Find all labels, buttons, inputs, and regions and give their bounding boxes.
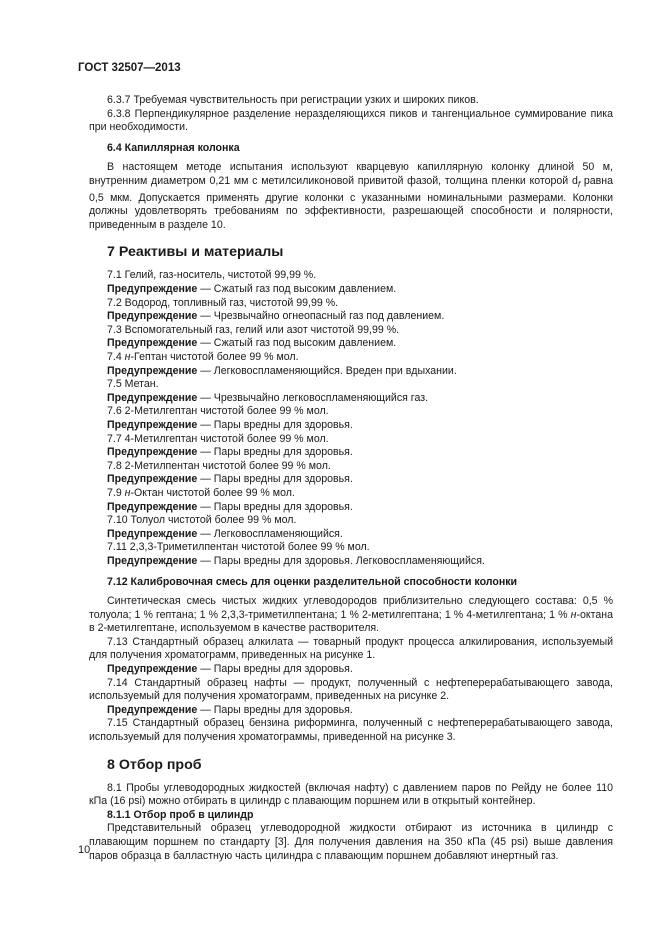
section-6-4-text-b: равна 0,5 мкм. Допускается применять другие колонки с указанными номинальными размерами. Колонки должны удовлетворять требованиям по эффективности, разрешающей способности и полярности, приведенным в разделе 10. (89, 174, 613, 231)
warning-label: Предупреждение (107, 337, 198, 350)
document-body (89, 94, 613, 863)
reagent-warning (89, 501, 613, 515)
reagent-warning (89, 419, 613, 433)
warning-label: Предупреждение (107, 418, 198, 431)
warning-text: — Пары вредны для здоровья. (197, 473, 353, 486)
warning-label: Предупреждение (107, 446, 198, 459)
reagent-warning (89, 365, 613, 379)
film-thickness-subscript: f (577, 180, 581, 190)
warning-7-13 (89, 663, 613, 677)
section-8-1-1-title: 8.1.1 Отбор проб в цилиндр (107, 808, 254, 821)
reagent-text: 7.3 Вспомогательный газ, гелий или азот чистотой 99,99 %. (107, 323, 400, 336)
reagent-text: 7.8 2-Метилпентан чистотой более 99 % мол. (107, 459, 331, 472)
reagent-item (89, 297, 613, 311)
reagent-item (89, 405, 613, 419)
reagent-text: 7.9 (107, 486, 125, 499)
warning-text: — Чрезвычайно огнеопасный газ под давлением. (197, 310, 445, 323)
reagent-warning (89, 283, 613, 297)
warning-label: Предупреждение (107, 527, 198, 540)
section-6-4-text-a: В настоящем методе испытания используют кварцевую капиллярную колонку длиной 50 м, внутренним диаметром 0,21 мм с метилсиликоновой привитой фазой, толщина пленки которой d (89, 161, 613, 187)
mix-italic: н (570, 608, 577, 621)
reagent-item (89, 514, 613, 528)
calibration-mix-text (89, 595, 613, 636)
warning-text: — Легковоспламеняющийся. (197, 527, 343, 540)
reagent-item (89, 460, 613, 474)
warning-label: Предупреждение (107, 391, 198, 404)
reagent-warning (89, 310, 613, 324)
reagent-item (89, 324, 613, 338)
mix-text-b: -октана в 2-метилгептане, используемом в качестве растворителя. (89, 608, 613, 635)
reagent-warning (89, 528, 613, 542)
warning-text: — Пары вредны для здоровья. (197, 446, 353, 459)
clause-7-14: 7.14 Стандартный образец нафты — продукт, полученный с нефтеперерабатывающего завода, используемый для получения хроматограмм, приведенных на рисунке 2. (89, 676, 613, 703)
warning-label: Предупреждение (107, 703, 198, 716)
reagent-item (89, 269, 613, 283)
reagent-italic: н (124, 351, 131, 364)
warning-label: Предупреждение (107, 663, 198, 676)
section-6-4-title: 6.4 Капиллярная колонка (107, 141, 240, 154)
warning-text: — Сжатый газ под высоким давлением. (197, 283, 397, 296)
clause-6-3-8: 6.3.8 Перпендикулярное разделение неразделяющихся пиков и тангенциальное суммирование пика при необходимости. (89, 107, 613, 134)
warning-7-14 (89, 704, 613, 718)
section-7-title: 7 Реактивы и материалы (107, 244, 284, 261)
reagent-item (89, 351, 613, 365)
warning-text: — Пары вредны для здоровья. (197, 500, 353, 513)
reagent-text: 7.5 Метан. (107, 378, 159, 391)
mix-text-a: Синтетическая смесь чистых жидких углеводородов приблизительно следующего состава: 0,5 % толуола; 1 % гептана; 1 % 2,3,3-триметилпентана; 1 % 2-метилгептана; 1 % 4-метилгептана; 1 % (89, 595, 613, 621)
reagent-text-cont: -Гептан чистотой более 99 % мол. (130, 351, 299, 364)
reagent-item (89, 541, 613, 555)
warning-text: — Пары вредны для здоровья. (197, 418, 353, 431)
reagent-warning (89, 446, 613, 460)
reagent-item (89, 433, 613, 447)
reagent-text: 7.10 Толуол чистотой более 99 % мол. (107, 514, 297, 527)
warning-text: — Сжатый газ под высоким давлением. (197, 337, 397, 350)
reagent-warning (89, 555, 613, 569)
warning-label: Предупреждение (107, 554, 198, 567)
reagents-list (89, 269, 613, 568)
reagent-text: 7.11 2,3,3-Триметилпентан чистотой более 99 % мол. (107, 541, 370, 554)
reagent-text: 7.7 4-Метилгептан чистотой более 99 % мол. (107, 432, 329, 445)
page-number: 10 (78, 844, 91, 856)
standard-header: ГОСТ 32507—2013 (78, 62, 181, 74)
reagent-text: 7.1 Гелий, газ-носитель, чистотой 99,99 %. (107, 269, 317, 282)
warning-text: — Пары вредны для здоровья. (197, 703, 353, 716)
warning-label: Предупреждение (107, 310, 198, 323)
clause-7-15: 7.15 Стандартный образец бензина риформинга, полученный с нефтеперерабатывающего завода, используемый для получения хроматограммы, приведенной на рисунке 3. (89, 717, 613, 744)
reagent-text: 7.2 Водород, топливный газ, чистотой 99,99 %. (107, 296, 339, 309)
warning-label: Предупреждение (107, 283, 198, 296)
section-7-12-title: 7.12 Калибровочная смесь для оценки разделительной способности колонки (107, 575, 518, 588)
warning-text: — Чрезвычайно легковоспламеняющийся газ. (197, 391, 429, 404)
warning-label: Предупреждение (107, 364, 198, 377)
reagent-warning (89, 473, 613, 487)
reagent-italic: н (124, 486, 131, 499)
reagent-item (89, 378, 613, 392)
warning-text: — Легковоспламеняющийся. Вреден при вдыхании. (197, 364, 457, 377)
clause-6-3-7: 6.3.7 Требуемая чувствительность при регистрации узких и широких пиков. (107, 94, 479, 106)
reagent-text: 7.6 2-Метилгептан чистотой более 99 % мол. (107, 405, 329, 418)
warning-text: — Пары вредны для здоровья. (197, 663, 353, 676)
reagent-item (89, 487, 613, 501)
clause-8-1-1: Представительный образец углеводородной жидкости отбирают из источника в цилиндр с плавающим поршнем по стандарту [3]. Для получения давления на 350 кПа (45 psi) выше давления паров образца в балластную часть цилиндра с плавающим поршнем добавляют инертный газ. (89, 822, 613, 862)
warning-label: Предупреждение (107, 473, 198, 486)
warning-label: Предупреждение (107, 500, 198, 513)
reagent-text-cont: -Октан чистотой более 99 % мол. (130, 486, 295, 499)
reagent-warning (89, 337, 613, 351)
warning-text: — Пары вредны для здоровья. Легковоспламеняющийся. (197, 554, 485, 567)
reagent-warning (89, 392, 613, 406)
clause-8-1: 8.1 Пробы углеводородных жидкостей (включая нафту) с давлением паров по Рейду не более 110 кПа (16 psi) можно отбирать в цилиндр с плавающим поршнем или в открытый контейнер. (89, 781, 613, 808)
section-8-title: 8 Отбор проб (107, 756, 202, 773)
clause-7-13: 7.13 Стандартный образец алкилата — товарный продукт процесса алкилирования, используемый для получения хроматограмм, приведенных на рисунке 1. (89, 635, 613, 662)
reagent-text: 7.4 (107, 351, 125, 364)
section-6-4-text (89, 161, 613, 232)
